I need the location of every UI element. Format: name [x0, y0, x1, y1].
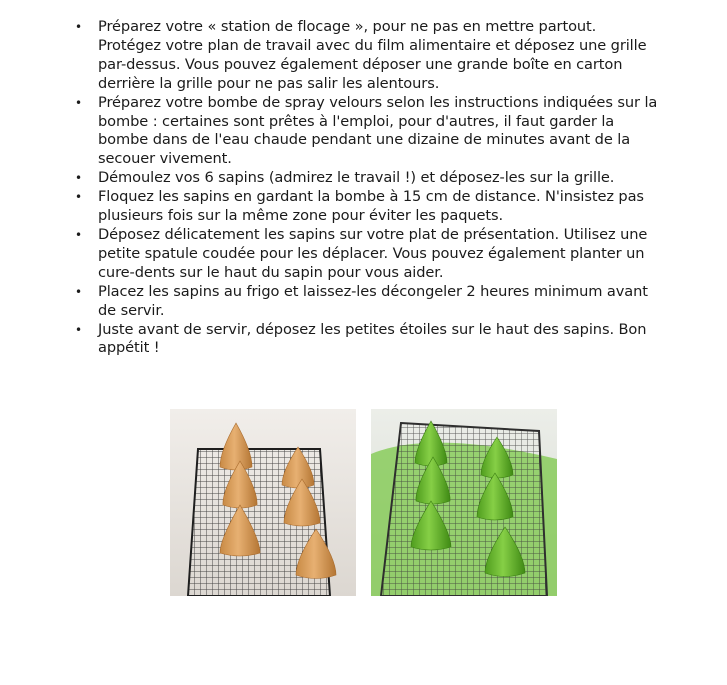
instruction-step: [72, 188, 662, 226]
step-text: Juste avant de servir, déposez les petites étoiles sur le haut des sapins. Bon appétit !: [98, 320, 647, 357]
step-text: Préparez votre bombe de spray velours selon les instructions indiquées sur la bombe : certaines sont prêtes à l'emploi, pour d'autres, il faut garder la bombe dans de l'eau chaude pendant une dizaine de minutes avant de la secouer vivement.: [98, 93, 658, 168]
step-text: Préparez votre « station de flocage », pour ne pas en mettre partout. Protégez votre plan de travail avec du film alimentaire et déposez une grille par-dessus. Vous pouvez également déposer une grande boîte en carton derrière la grille pour ne pas salir les alentours.: [98, 18, 647, 92]
instruction-list: [72, 18, 662, 358]
instruction-step: [72, 169, 662, 188]
bullet: •: [75, 322, 82, 337]
instruction-step: [72, 18, 662, 94]
instruction-step: [72, 94, 662, 170]
step-text: Placez les sapins au frigo et laissez-les décongeler 2 heures minimum avant de servir.: [98, 282, 648, 319]
bullet: •: [75, 171, 82, 186]
step-text: Déposez délicatement les sapins sur votre plat de présentation. Utilisez une petite spatule coudée pour les déplacer. Vous pouvez également planter un cure-dents sur le haut du sapin pour vous aider.: [98, 225, 648, 281]
bullet: •: [75, 20, 82, 34]
bullet: •: [75, 95, 82, 110]
bullet: •: [75, 227, 82, 242]
step-text: Floquez les sapins en gardant la bombe à 15 cm de distance. N'insistez pas plusieurs fois sur la même zone pour éviter les paquets.: [98, 188, 644, 225]
photo-unflocked-trees: [170, 409, 356, 596]
instruction-step: [72, 283, 662, 321]
instruction-step: [72, 226, 662, 283]
photo-flocked-trees: [371, 409, 557, 596]
instruction-step: [72, 321, 662, 359]
bullet: •: [75, 190, 82, 205]
step-text: Démoulez vos 6 sapins (admirez le travail !) et déposez-les sur la grille.: [98, 169, 615, 187]
bullet: •: [75, 284, 82, 299]
